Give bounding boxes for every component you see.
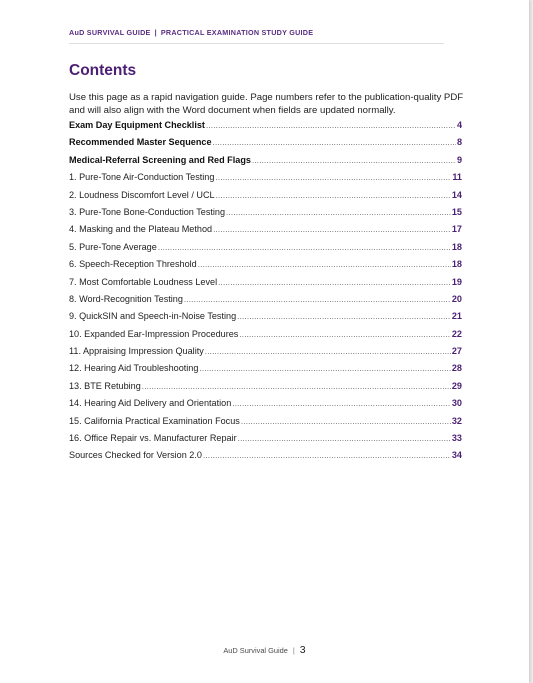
toc-entry-label: Exam Day Equipment Checklist: [69, 120, 205, 130]
toc-dot-leader: [226, 208, 451, 217]
toc-entry-label: 4. Masking and the Plateau Method: [69, 224, 213, 235]
toc-entry-label: 2. Loudness Discomfort Level / UCL: [69, 189, 215, 200]
toc-entry-label: 13. BTE Retubing: [69, 380, 141, 391]
toc-entry-label: 16. Office Repair vs. Manufacturer Repair: [69, 433, 237, 444]
toc-dot-leader: [232, 399, 451, 408]
toc-entry[interactable]: [69, 346, 462, 363]
toc-entry-page-number: 27: [451, 346, 462, 357]
toc-entry-page-number: 34: [451, 450, 462, 461]
toc-entry-label: 14. Hearing Aid Delivery and Orientation: [69, 398, 232, 409]
toc-entry-page-number: 8: [456, 137, 462, 148]
toc-entry-page-number: 21: [451, 311, 462, 322]
toc-entry-label: 5. Pure-Tone Average: [69, 241, 157, 252]
header-separator: |: [154, 28, 157, 37]
toc-entry[interactable]: [69, 381, 462, 398]
toc-dot-leader: [238, 434, 451, 443]
toc-entry-label: 8. Word-Recognition Testing: [69, 293, 183, 304]
toc-entry-page-number: 22: [451, 328, 462, 339]
toc-entry-page-number: 9: [456, 154, 462, 165]
toc-dot-leader: [252, 156, 456, 165]
toc-entry-page-number: 14: [451, 189, 462, 200]
toc-entry-page-number: 33: [451, 433, 462, 444]
toc-entry[interactable]: [69, 172, 462, 189]
toc-dot-leader: [199, 364, 450, 373]
intro-paragraph: Use this page as a rapid navigation guide. Page numbers refer to the publication-quality PDF and will also align with the Word document when fields are updated normally.: [69, 92, 464, 116]
toc-entry-label: 11. Appraising Impression Quality: [69, 346, 204, 357]
header-guide-title: AuD SURVIVAL GUIDE: [69, 28, 151, 37]
toc-dot-leader: [205, 347, 451, 356]
toc-entry-label: 7. Most Comfortable Loudness Level: [69, 276, 218, 287]
toc-dot-leader: [216, 191, 451, 200]
toc-dot-leader: [215, 173, 451, 182]
toc-entry-page-number: 20: [451, 293, 462, 304]
toc-entry[interactable]: [69, 155, 462, 172]
toc-dot-leader: [203, 451, 451, 460]
toc-entry[interactable]: [69, 294, 462, 311]
toc-entry[interactable]: [69, 329, 462, 346]
toc-entry[interactable]: [69, 277, 462, 294]
toc-entry-label: 12. Hearing Aid Troubleshooting: [69, 363, 199, 374]
footer-page-number: 3: [299, 644, 306, 656]
toc-entry-label: 1. Pure-Tone Air-Conduction Testing: [69, 172, 215, 183]
toc-entry[interactable]: [69, 207, 462, 224]
toc-entry[interactable]: [69, 363, 462, 380]
toc-entry-page-number: 18: [451, 259, 462, 270]
toc-entry[interactable]: [69, 242, 462, 259]
toc-entry-page-number: 30: [451, 398, 462, 409]
footer-guide-title: AuD Survival Guide: [223, 646, 288, 655]
toc-entry-page-number: 17: [451, 224, 462, 235]
toc-entry-label: 10. Expanded Ear-Impression Procedures: [69, 328, 239, 339]
page-title: Contents: [69, 62, 137, 79]
toc-entry[interactable]: [69, 120, 462, 137]
toc-dot-leader: [142, 382, 451, 391]
toc-entry-page-number: 15: [451, 206, 462, 217]
toc-dot-leader: [206, 121, 456, 130]
toc-dot-leader: [184, 295, 451, 304]
toc-dot-leader: [158, 243, 451, 252]
toc-entry-label: Medical-Referral Screening and Red Flags: [69, 154, 251, 165]
toc-dot-leader: [213, 225, 451, 234]
toc-entry[interactable]: [69, 433, 462, 450]
toc-entry-label: Recommended Master Sequence: [69, 137, 212, 148]
toc-dot-leader: [213, 138, 456, 147]
toc-entry-label: 6. Speech-Reception Threshold: [69, 259, 197, 270]
toc-entry[interactable]: [69, 259, 462, 276]
toc-entry-page-number: 19: [451, 276, 462, 287]
header-subtitle: PRACTICAL EXAMINATION STUDY GUIDE: [160, 28, 314, 37]
toc-entry[interactable]: [69, 398, 462, 415]
toc-dot-leader: [237, 312, 451, 321]
page-footer: [0, 644, 529, 656]
toc-entry-label: 3. Pure-Tone Bone-Conduction Testing: [69, 206, 226, 217]
footer-separator: |: [292, 646, 295, 655]
toc-entry-page-number: 29: [451, 380, 462, 391]
toc-entry-page-number: 28: [451, 363, 462, 374]
toc-dot-leader: [198, 260, 451, 269]
toc-entry[interactable]: [69, 137, 462, 154]
toc-entry-page-number: 32: [451, 415, 462, 426]
table-of-contents: [69, 120, 462, 468]
running-header: [69, 28, 444, 44]
toc-entry[interactable]: [69, 416, 462, 433]
toc-entry-page-number: 11: [452, 172, 462, 183]
toc-entry-label: 15. California Practical Examination Focus: [69, 415, 240, 426]
toc-entry[interactable]: [69, 190, 462, 207]
toc-entry[interactable]: [69, 450, 462, 467]
toc-entry-page-number: 18: [451, 241, 462, 252]
toc-entry-label: Sources Checked for Version 2.0: [69, 450, 202, 461]
toc-entry-label: 9. QuickSIN and Speech-in-Noise Testing: [69, 311, 237, 322]
toc-dot-leader: [241, 417, 451, 426]
toc-entry-page-number: 4: [456, 120, 462, 130]
toc-dot-leader: [218, 278, 451, 287]
toc-entry[interactable]: [69, 224, 462, 241]
toc-dot-leader: [239, 330, 451, 339]
toc-entry[interactable]: [69, 311, 462, 328]
